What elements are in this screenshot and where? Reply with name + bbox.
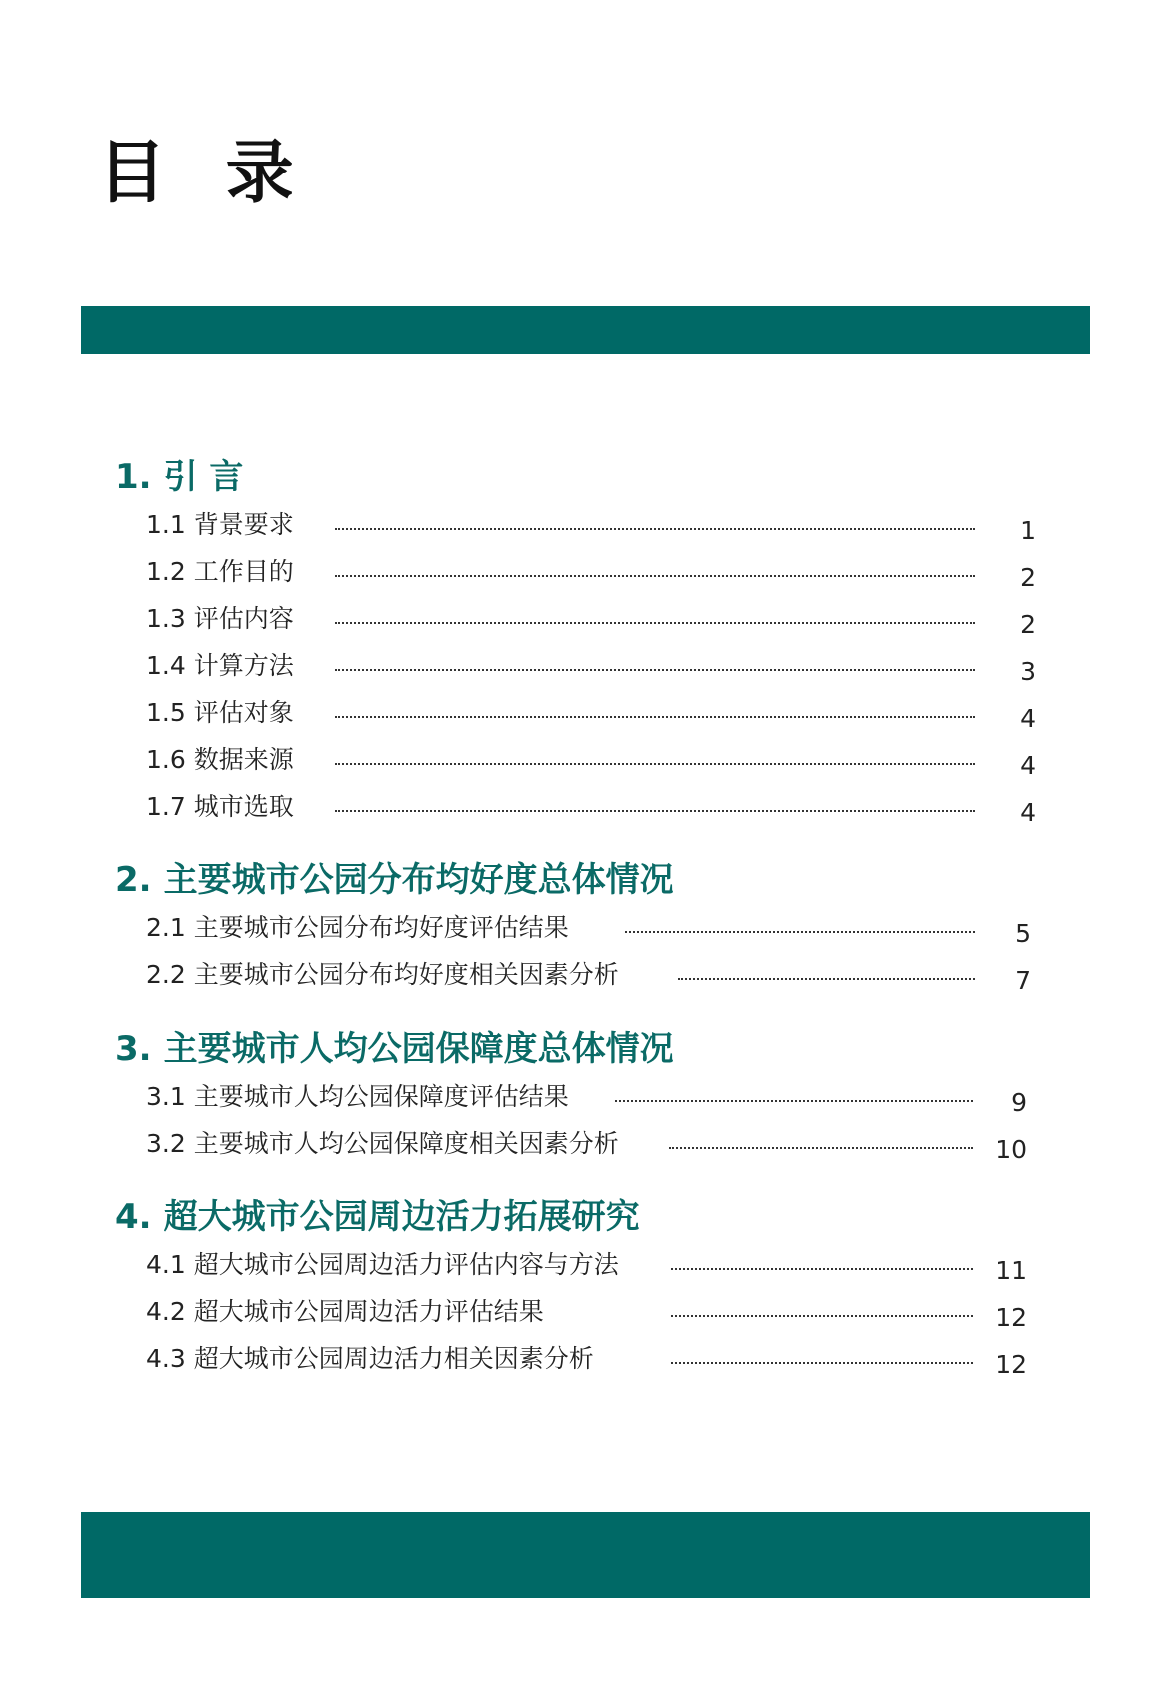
toc-section-3 bbox=[115, 1027, 1045, 1171]
page-number: 9 bbox=[1011, 1088, 1027, 1117]
page-number: 11 bbox=[995, 1256, 1027, 1285]
toc-section-4 bbox=[115, 1195, 1045, 1386]
entry-label bbox=[146, 1077, 569, 1117]
entry-number: 4.3 bbox=[146, 1344, 186, 1373]
toc-section-1 bbox=[115, 455, 1045, 834]
page-number: 1 bbox=[1020, 516, 1036, 545]
bottom-accent-band bbox=[81, 1512, 1090, 1598]
toc-section-2 bbox=[115, 858, 1045, 1002]
toc-entry[interactable] bbox=[115, 693, 1045, 740]
entry-number: 1.2 bbox=[146, 557, 186, 586]
entry-number: 3.1 bbox=[146, 1082, 186, 1111]
section-number: 4. bbox=[115, 1197, 152, 1237]
toc-entry[interactable] bbox=[115, 908, 1045, 955]
toc-entry[interactable] bbox=[115, 1077, 1045, 1124]
toc-entry[interactable] bbox=[115, 646, 1045, 693]
entry-label bbox=[146, 908, 569, 948]
entry-label bbox=[146, 552, 294, 592]
entry-number: 2.2 bbox=[146, 960, 186, 989]
dot-leader bbox=[335, 575, 975, 577]
entry-title: 超大城市公园周边活力评估结果 bbox=[193, 1297, 544, 1326]
entry-label bbox=[146, 1245, 619, 1285]
page-number: 10 bbox=[995, 1135, 1027, 1164]
toc-entry[interactable] bbox=[115, 740, 1045, 787]
entry-title: 评估对象 bbox=[193, 698, 294, 727]
entry-title: 主要城市人均公园保障度相关因素分析 bbox=[193, 1129, 619, 1158]
dot-leader bbox=[615, 1100, 973, 1102]
dot-leader bbox=[671, 1315, 973, 1317]
entry-title: 超大城市公园周边活力相关因素分析 bbox=[193, 1344, 594, 1373]
entry-label bbox=[146, 1292, 544, 1332]
entry-title: 主要城市公园分布均好度相关因素分析 bbox=[193, 960, 619, 989]
entry-number: 3.2 bbox=[146, 1129, 186, 1158]
toc-entry[interactable] bbox=[115, 1245, 1045, 1292]
entry-title: 超大城市公园周边活力评估内容与方法 bbox=[193, 1250, 619, 1279]
entry-label bbox=[146, 505, 294, 545]
entry-title: 评估内容 bbox=[193, 604, 294, 633]
entry-label bbox=[146, 1124, 619, 1164]
toc-entry[interactable] bbox=[115, 1124, 1045, 1171]
page-number: 2 bbox=[1020, 610, 1036, 639]
page-number: 7 bbox=[1015, 966, 1031, 995]
section-heading[interactable] bbox=[115, 1027, 1045, 1071]
page-number: 12 bbox=[995, 1303, 1027, 1332]
entry-number: 1.4 bbox=[146, 651, 186, 680]
dot-leader bbox=[678, 978, 975, 980]
entry-title: 主要城市人均公园保障度评估结果 bbox=[193, 1082, 569, 1111]
section-heading[interactable] bbox=[115, 455, 1045, 499]
entry-label bbox=[146, 1339, 594, 1379]
page-number: 5 bbox=[1015, 919, 1031, 948]
entry-number: 1.5 bbox=[146, 698, 186, 727]
page-number: 3 bbox=[1020, 657, 1036, 686]
page-number: 12 bbox=[995, 1350, 1027, 1379]
dot-leader bbox=[335, 716, 975, 718]
entry-label bbox=[146, 646, 294, 686]
entry-title: 主要城市公园分布均好度评估结果 bbox=[193, 913, 569, 942]
entry-number: 4.1 bbox=[146, 1250, 186, 1279]
toc-entry[interactable] bbox=[115, 787, 1045, 834]
page-number: 4 bbox=[1020, 751, 1036, 780]
dot-leader bbox=[335, 763, 975, 765]
dot-leader bbox=[671, 1362, 973, 1364]
entry-title: 背景要求 bbox=[193, 510, 294, 539]
entry-label bbox=[146, 787, 294, 827]
section-heading[interactable] bbox=[115, 858, 1045, 902]
entry-title: 计算方法 bbox=[193, 651, 294, 680]
page-number: 2 bbox=[1020, 563, 1036, 592]
toc-entry[interactable] bbox=[115, 1292, 1045, 1339]
toc-entry[interactable] bbox=[115, 1339, 1045, 1386]
entry-number: 1.7 bbox=[146, 792, 186, 821]
section-title: 超大城市公园周边活力拓展研究 bbox=[163, 1197, 640, 1237]
section-number: 3. bbox=[115, 1029, 152, 1069]
dot-leader bbox=[335, 622, 975, 624]
entry-number: 4.2 bbox=[146, 1297, 186, 1326]
entry-title: 城市选取 bbox=[193, 792, 294, 821]
page-title: 目 录 bbox=[98, 134, 312, 213]
dot-leader bbox=[335, 810, 975, 812]
section-title: 主要城市公园分布均好度总体情况 bbox=[163, 860, 674, 900]
section-title: 主要城市人均公园保障度总体情况 bbox=[163, 1029, 674, 1069]
dot-leader bbox=[335, 528, 975, 530]
dot-leader bbox=[671, 1268, 973, 1270]
toc-entry[interactable] bbox=[115, 599, 1045, 646]
toc-entry[interactable] bbox=[115, 955, 1045, 1002]
entry-label bbox=[146, 599, 294, 639]
entry-number: 1.3 bbox=[146, 604, 186, 633]
entry-number: 2.1 bbox=[146, 913, 186, 942]
section-number: 2. bbox=[115, 860, 152, 900]
entry-title: 数据来源 bbox=[193, 745, 294, 774]
section-number: 1. bbox=[115, 457, 152, 497]
dot-leader bbox=[335, 669, 975, 671]
entry-label bbox=[146, 693, 294, 733]
section-title: 引 言 bbox=[163, 457, 244, 497]
section-heading[interactable] bbox=[115, 1195, 1045, 1239]
dot-leader bbox=[669, 1147, 973, 1149]
toc-entry[interactable] bbox=[115, 505, 1045, 552]
entry-number: 1.6 bbox=[146, 745, 186, 774]
entry-label bbox=[146, 740, 294, 780]
entry-title: 工作目的 bbox=[193, 557, 294, 586]
entry-number: 1.1 bbox=[146, 510, 186, 539]
page-number: 4 bbox=[1020, 704, 1036, 733]
toc-entry[interactable] bbox=[115, 552, 1045, 599]
entry-label bbox=[146, 955, 619, 995]
page-number: 4 bbox=[1020, 798, 1036, 827]
dot-leader bbox=[625, 931, 975, 933]
